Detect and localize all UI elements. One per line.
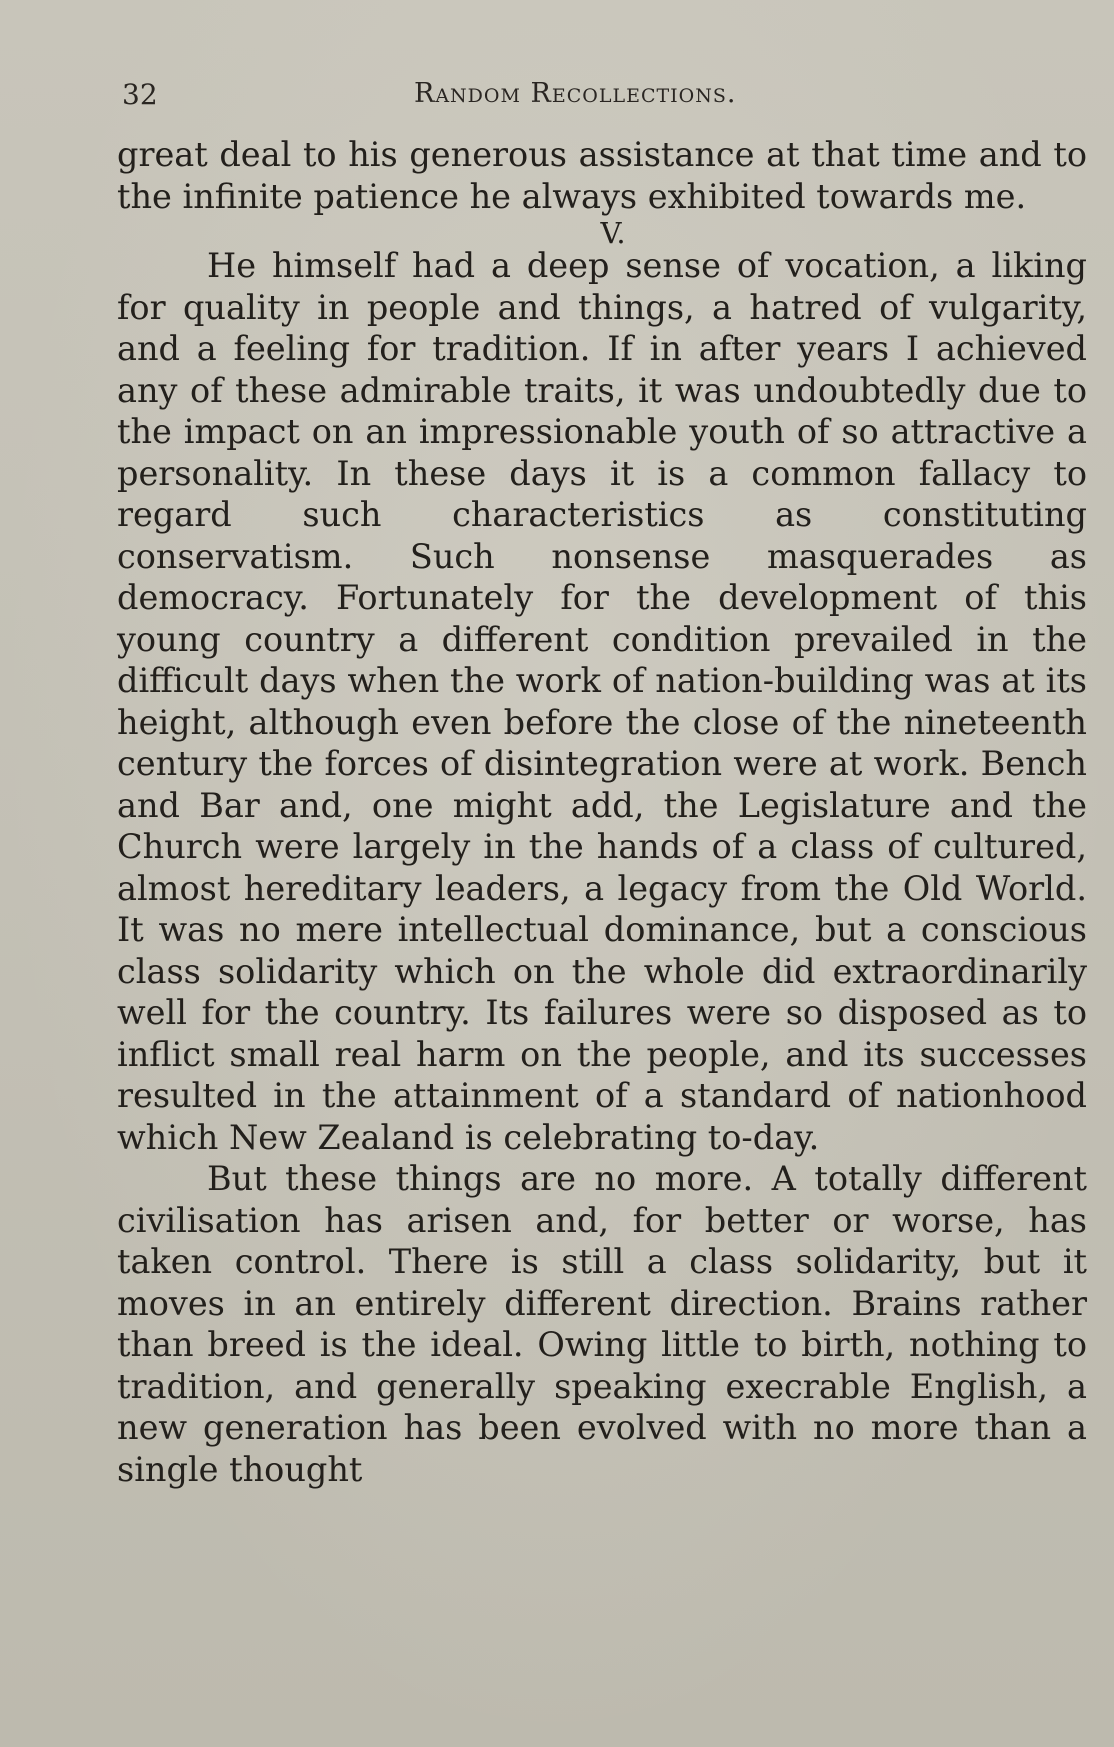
paragraph-continued: great deal to his generous assistance at that time and to the infinite patience he always exhibited towards me. bbox=[117, 135, 1087, 216]
page-header bbox=[122, 78, 1087, 118]
body-text bbox=[117, 134, 1087, 1490]
paragraph-civilisation: But these things are no more. A totally different civilisation has arisen and, for better or worse, has taken control. There is still a class solidarity, but it moves in an entirely different direction. Brains rather than breed is the ideal. Owing little to birth, nothing to tradition, and generally speaking execrable English, a new generation has been evolved with no more than a single thought bbox=[117, 1159, 1087, 1489]
paragraph-vocation: He himself had a deep sense of vocation, a liking for quality in people and things, a hatred of vulgarity, and a feeling for tradition. If in after years I achieved any of these admirable traits, it was undoubtedly due to the impact on an impressionable youth of so attractive a personality. In these days it is a common fallacy to regard such characteristics as constituting conservatism. Such nonsense masquerades as democracy. Fortunately for the development of this young country a different condition prevailed in the difficult days when the work of nation-building was at its height, although even before the close of the nineteenth century the forces of disintegration were at work. Bench and Bar and, one might add, the Legislature and the Church were largely in the hands of a class of cultured, almost hereditary leaders, a legacy from the Old World. It was no mere intellectual dominance, but a conscious class solidarity which on the whole did extraordinarily well for the country. Its failures were so disposed as to inflict small real harm on the people, and its successes resulted in the attainment of a standard of nationhood which New Zealand is celebrating to-day. bbox=[117, 246, 1087, 1157]
running-title: Random Recollections. bbox=[414, 78, 737, 109]
page-number: 32 bbox=[122, 78, 158, 111]
section-number: V. bbox=[600, 216, 626, 250]
